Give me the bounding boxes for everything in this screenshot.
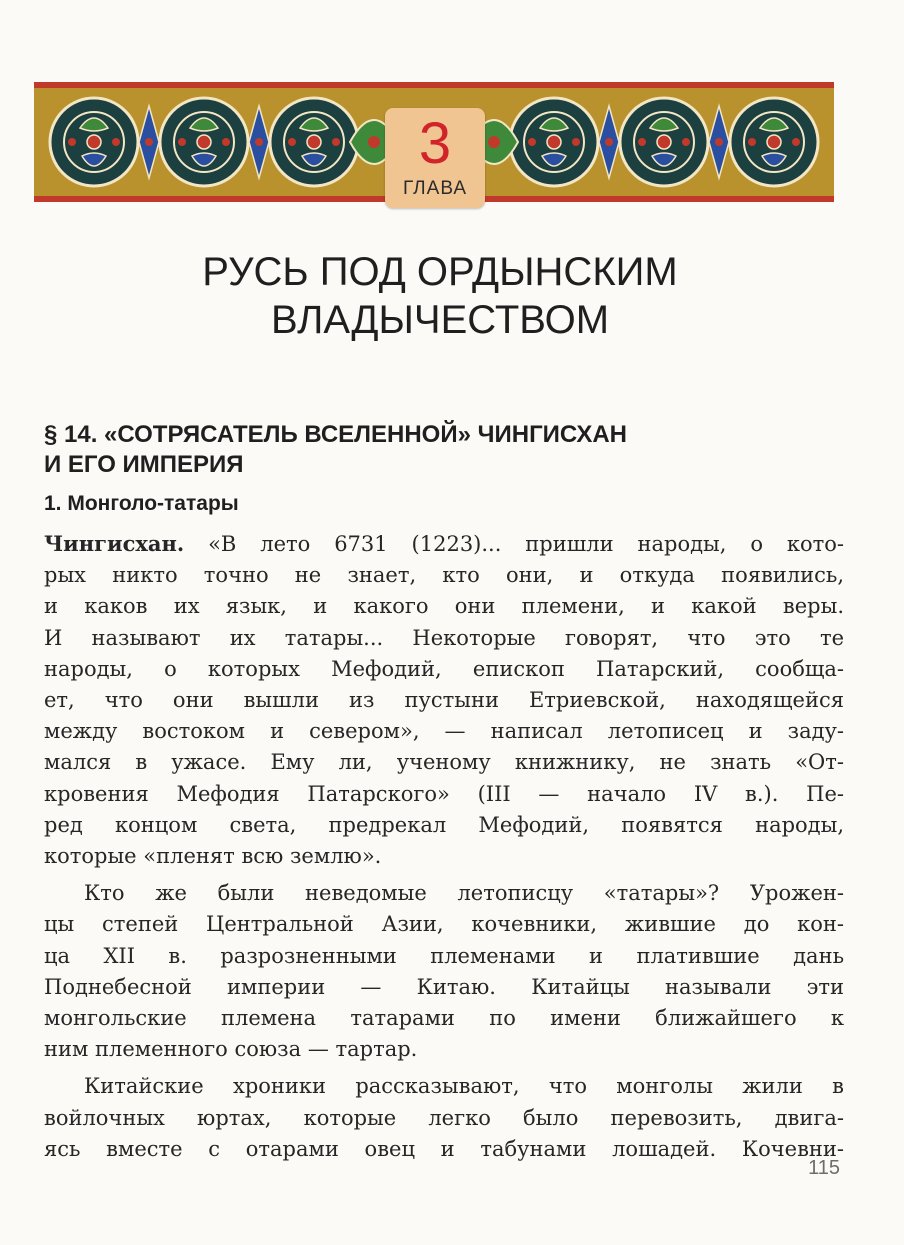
ornament-dot [288, 138, 296, 146]
text-line: Поднебесной империи — Китаю. Китайцы называли эти [44, 974, 844, 999]
text-line: и каков их язык, и какого они племени, и какой веры. [44, 594, 844, 619]
ornament-center [547, 135, 561, 149]
section-title [44, 420, 844, 480]
text-line: рых никто точно не знает, кто они, и откуда появились, [44, 563, 844, 588]
text-line: ца XII в. разрозненными племенами и платившие дань [44, 943, 844, 968]
ornament-dot [145, 138, 153, 146]
text-line: которые «пленят всю землю». [44, 844, 382, 869]
chapter-title [0, 248, 880, 344]
chapter-label: ГЛАВА [402, 178, 468, 199]
text-line: войлочных юртах, которые легко было перевозить, двига- [44, 1105, 844, 1130]
text-line: ред концом света, предрекал Мефодий, появятся народы, [44, 812, 844, 837]
chapter-number: 3 [418, 111, 452, 176]
body-text [44, 528, 844, 1171]
paragraph-chingis [44, 528, 844, 872]
ornament-dot [68, 138, 76, 146]
text-line: между востоком и севером», — написал летописец и заду- [44, 719, 844, 744]
ornament-dot [528, 138, 536, 146]
ornament-dot [792, 138, 800, 146]
ornament-dot [748, 138, 756, 146]
ornament-dot [112, 138, 120, 146]
ornament-dot [368, 136, 380, 148]
ornament-dot [682, 138, 690, 146]
ornament-center [767, 135, 781, 149]
ornament-center [657, 135, 671, 149]
text-line: монгольские племена татарами по имени ближайшего к [44, 1006, 844, 1031]
text-line: Кто же были неведомые летописцу «татары»? Урожен- [84, 881, 844, 906]
ornament-dot [572, 138, 580, 146]
lead-word: Чингисхан. [44, 531, 185, 556]
text-line: мался в ужасе. Ему ли, ученому книжнику, не знать «От- [44, 750, 844, 775]
text-line: ним племенного союза — тартар. [44, 1037, 418, 1062]
ornament-dot [332, 138, 340, 146]
text-line: ясь вместе с отарами овец и табунами лошадей. Кочевни- [44, 1136, 844, 1161]
paragraph-chronicles [44, 1071, 844, 1165]
ornament-center [307, 135, 321, 149]
page-number: 115 [808, 1157, 840, 1179]
chapter-title-line: ВЛАДЫЧЕСТВОМ [270, 298, 610, 342]
ornament-center [197, 135, 211, 149]
ornament-dot [222, 138, 230, 146]
text-line: И называют их татары... Некоторые говорят, что это те [44, 625, 844, 650]
text-line: кровения Мефодия Патарского» (III — начало IV в.). Пе- [44, 781, 844, 806]
section-title-line: И ЕГО ИМПЕРИЯ [44, 451, 244, 478]
chapter-badge [385, 108, 485, 208]
ornament-dot [488, 136, 500, 148]
section-title-line: § 14. «СОТРЯСАТЕЛЬ ВСЕЛЕННОЙ» ЧИНГИСХАН [44, 421, 628, 448]
ornament-dot [638, 138, 646, 146]
ornament-dot [605, 138, 613, 146]
paragraph-tatars [44, 878, 844, 1065]
text-line: народы, о которых Мефодий, епископ Патарский, сообща- [44, 656, 844, 681]
ornament-dot [255, 138, 263, 146]
text-line: ет, что они вышли из пустыни Етриевской, находящейся [44, 688, 844, 713]
subsection-title: 1. Монголо-татары [44, 492, 239, 515]
ornament-dot [715, 138, 723, 146]
chapter-title-line: РУСЬ ПОД ОРДЫНСКИМ [202, 250, 678, 294]
text-line [44, 528, 844, 560]
ornament-center [87, 135, 101, 149]
text-fragment: «В лето 6731 (1223)... пришли народы, о кото- [184, 532, 844, 556]
ornament-dot [178, 138, 186, 146]
text-line: Китайские хроники рассказывают, что монголы жили в [84, 1074, 844, 1099]
text-line: цы степей Центральной Азии, кочевники, жившие до кон- [44, 912, 844, 937]
